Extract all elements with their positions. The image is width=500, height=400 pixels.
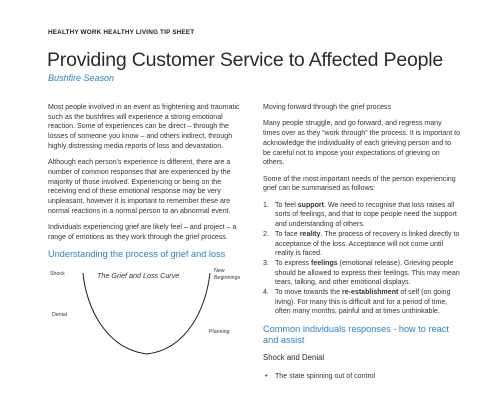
need-text: To face bbox=[275, 230, 300, 238]
curve-label-denial: Denial bbox=[52, 312, 68, 319]
need-text: To express bbox=[275, 259, 312, 267]
list-item: • The state spinning out of control bbox=[263, 372, 460, 382]
list-number: 2. bbox=[263, 230, 269, 238]
list-item bbox=[263, 201, 460, 230]
needs-list bbox=[263, 201, 460, 317]
paragraph: Most people involved in an event as frightening and traumatic such as the bushfires will experience a strong emotional reaction. Some of experiences can be direct – through the losses of someone you know – and others indirect, through highly distressing media reports of loss and devastation. bbox=[48, 104, 240, 150]
need-keyword: feelings bbox=[311, 259, 338, 267]
list-number: 1. bbox=[263, 201, 269, 209]
need-keyword: re-establishment bbox=[341, 289, 399, 297]
curve-label-planning: Planning bbox=[209, 329, 230, 336]
need-text: (emotional release). Grieving people should be allowed to express their feelings. This may mean tears, talking, and other emotional displays. bbox=[275, 259, 460, 287]
left-column bbox=[48, 103, 243, 357]
curve-label-new: New bbox=[214, 268, 225, 275]
curve-label-beginnings: Beginnings bbox=[214, 275, 241, 282]
need-text: of self (on going living). For many this is difficult and for a period of time, often many months, painful and at times unthinkable. bbox=[275, 289, 451, 316]
list-number: 4. bbox=[263, 289, 269, 297]
curve-label-shock: Shock bbox=[50, 271, 65, 278]
list-item bbox=[263, 259, 460, 288]
list-item bbox=[263, 288, 460, 317]
need-keyword: support bbox=[297, 201, 324, 209]
right-column bbox=[263, 103, 460, 382]
intro-heading: Moving forward through the grief process bbox=[263, 104, 392, 111]
grief-loss-curve bbox=[48, 267, 243, 357]
need-text: To feel bbox=[275, 201, 298, 209]
list-item bbox=[263, 230, 460, 259]
need-keyword: reality bbox=[299, 230, 321, 238]
paragraph: Although each person’s experience is different, there are a number of common responses that are experienced by the majority of those involved. Experiencing or being on the receiving end of these emotional response may be very unpleasant, however it is important to remember these are normal reactions in a normal person to an abnormal event. bbox=[48, 159, 231, 215]
page-subtitle: Bushfire Season bbox=[48, 73, 115, 83]
curve-title: The Grief and Loss Curve bbox=[97, 271, 180, 281]
paragraph: Some of the most important needs of the person experiencing grief can be summarised as follows: bbox=[263, 175, 456, 193]
paragraph: Individuals experiencing grief are likely feel – and project – a range of emotions as they work through the grief process. bbox=[48, 224, 237, 241]
section-heading-responses: Common individuals responses - how to react and assist bbox=[263, 324, 449, 346]
list-number: 3. bbox=[263, 259, 269, 267]
header-tag: HEALTHY WORK HEALTHY LIVING TIP SHEET bbox=[48, 29, 195, 36]
page-title: Providing Customer Service to Affected People bbox=[47, 49, 444, 71]
bullet-list bbox=[263, 372, 460, 382]
need-text: . We need to recognise that loss raises all sorts of feelings, and that to cope people need the support and understanding of others. bbox=[275, 201, 457, 229]
need-text: . The process of recovery is linked directly to acceptance of the loss. Acceptance will not come until reality is faced. bbox=[275, 230, 460, 258]
need-text: To move towards the bbox=[275, 289, 342, 297]
grief-curve-line bbox=[83, 273, 210, 354]
paragraph: Many people struggle, and go forward, and regress many times over as they “work through” the process. It is important to acknowledge the individuality of each grieving person and to be careful not to impose your expectations of grieving on others. bbox=[263, 120, 460, 167]
section-heading-grief: Understanding the process of grief and loss bbox=[48, 249, 226, 260]
subheading-shock-denial: Shock and Denial bbox=[263, 353, 325, 363]
